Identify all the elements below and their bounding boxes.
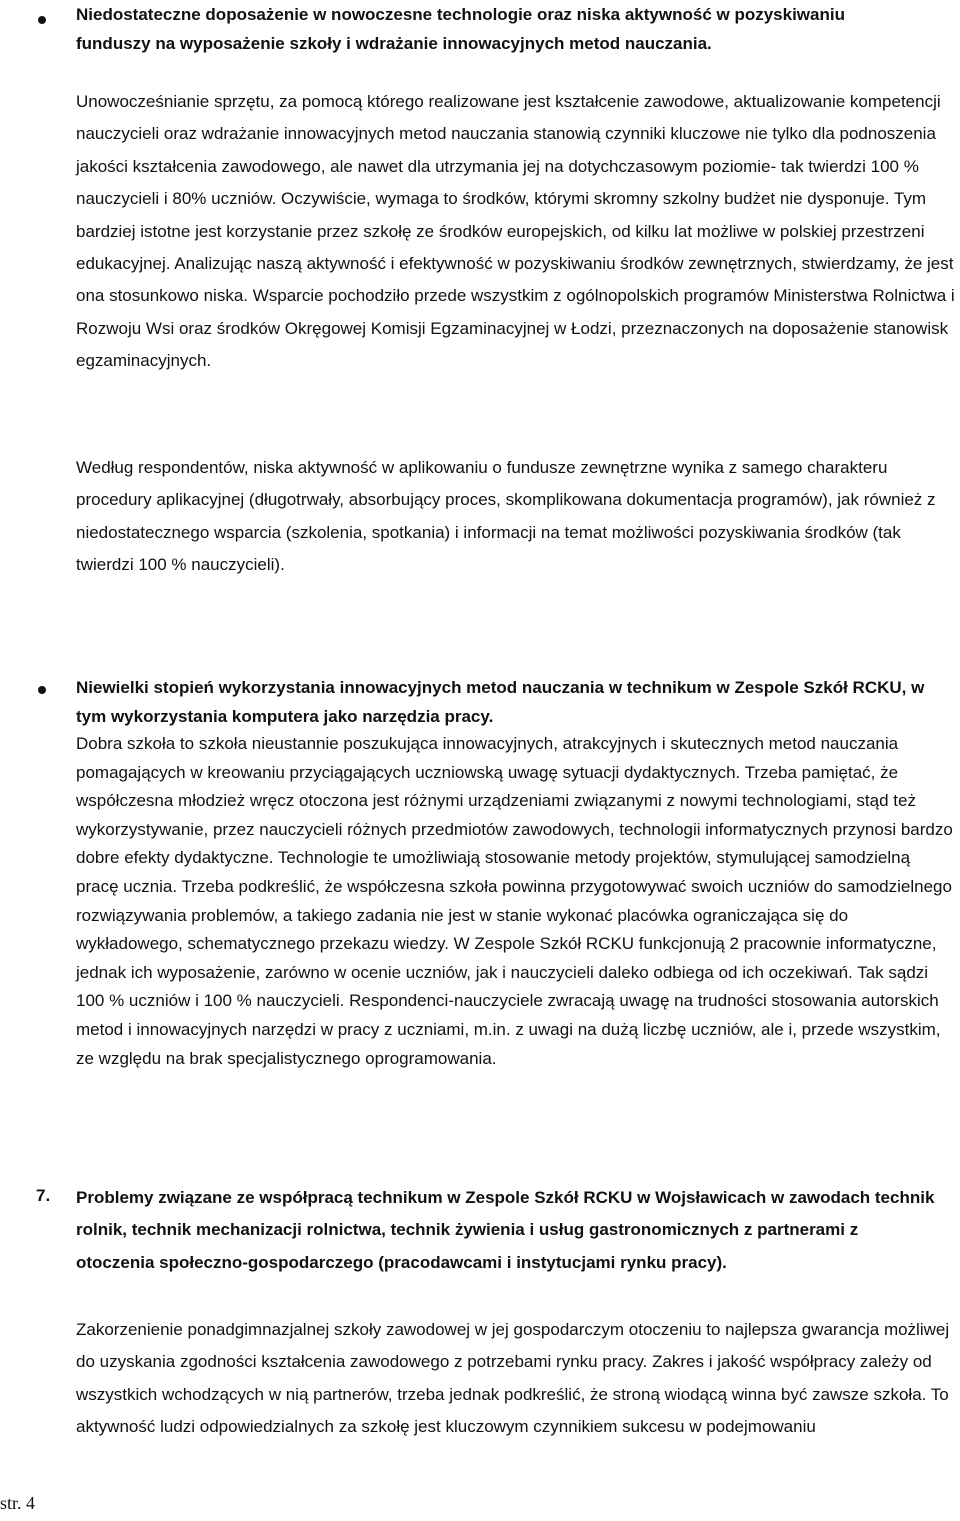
bullet-icon xyxy=(38,686,46,694)
bullet-icon xyxy=(38,16,46,24)
section-heading: Niedostateczne doposażenie w nowoczesne technologie oraz niska aktywność w pozyskiwaniu funduszy na wyposażenie szkoły i wdrażanie innowacyjnych metod nauczania. xyxy=(76,5,845,53)
section-number: 7. xyxy=(36,1186,51,1205)
section-body: Dobra szkoła to szkoła nieustannie poszukująca innowacyjnych, atrakcyjnych i skutecznych metod nauczania pomagających w kreowaniu przyciągających uczniowską uwagę sytuacji dydaktycznych. Trzeba pamiętać, że współczesna młodzież wręcz otoczona jest różnymi urządzeniami związanymi z nowymi technologiami, stąd też wykorzystywanie, przez nauczycieli różnych przedmiotów zawodowych, technologii informatycznych przynosi bardzo dobre efekty dydaktyczne. Technologie te umożliwiają stosowanie metody projektów, stymulującej samodzielną pracę ucznia. Trzeba podkreślić, że współczesna szkoła powinna przygotowywać swoich uczniów do samodzielnego rozwiązywania problemów, a takiego zadania nie jest w stanie wykonać placówka ograniczająca się do wykładowego, schematycznego przekazu wiedzy. W Zespole Szkół RCKU funkcjonują 2 pracownie informatyczne, jednak ich wyposażenie, zarówno w ocenie uczniów, jak i nauczycieli daleko odbiega od ich oczekiwań. Tak sądzi 100 % uczniów i 100 % nauczycieli. Respondenci-nauczyciele zwracają uwagę na trudności stosowania autorskich metod i innowacyjnych narzędzi w pracy z uczniami, m.in. z uwagi na dużą liczbę uczniów, ale i, przede wszystkim, ze względu na brak specjalistycznego oprogramowania. xyxy=(76,734,953,1068)
section-body: Zakorzenienie ponadgimnazjalnej szkoły zawodowej w jej gospodarczym otoczeniu to najlepsza gwarancja możliwej do uzyskania zgodności kształcenia zawodowego z potrzebami rynku pracy. Zakres i jakość współpracy zależy od wszystkich wchodzących w nią partnerów, trzeba jednak podkreślić, że stroną wiodącą winna być zawsze szkoła. To aktywność ludzi odpowiedzialnych za szkołę jest kluczowym czynnikiem sukcesu w podejmowaniu xyxy=(76,1320,950,1437)
page-number: str. 4 xyxy=(0,1493,36,1513)
section-heading: Niewielki stopień wykorzystania innowacyjnych metod nauczania w technikum w Zespole Szkół RCKU, w tym wykorzystania komputera jako narzędzia pracy. xyxy=(76,678,925,726)
section-body: Unowocześnianie sprzętu, za pomocą którego realizowane jest kształcenie zawodowe, aktualizowanie kompetencji nauczycieli oraz wdrażanie innowacyjnych metod nauczania stanowią czynniki kluczowe nie tylko dla podnoszenia jakości kształcenia zawodowego, ale nawet dla utrzymania jej na dotychczasowym poziomie- tak twierdzi 100 % nauczycieli i 80% uczniów. Oczywiście, wymaga to środków, którymi skromny szkolny budżet nie dysponuje. Tym bardziej istotne jest korzystanie przez szkołę ze środków europejskich, od kilku lat możliwe w polskiej przestrzeni edukacyjnej. Analizując naszą aktywność i efektywność w pozyskiwaniu środków zewnętrznych, stwierdzamy, że jest ona stosunkowo niska. Wsparcie pochodziło przede wszystkim z ogólnopolskich programów Ministerstwa Rolnictwa i Rozwoju Wsi oraz środków Okręgowej Komisji Egzaminacyjnej w Łodzi, przeznaczonych na doposażenie stanowisk egzaminacyjnych. xyxy=(76,92,955,371)
section-body-continued: Według respondentów, niska aktywność w aplikowaniu o fundusze zewnętrzne wynika z samego charakteru procedury aplikacyjnej (długotrwały, absorbujący proces, skomplikowana dokumentacja programów), jak również z niedostatecznego wsparcia (szkolenia, spotkania) i informacji na temat możliwości pozyskiwania środków (tak twierdzi 100 % nauczycieli). xyxy=(76,458,936,575)
section-heading: Problemy związane ze współpracą technikum w Zespole Szkół RCKU w Wojsławicach w zawodach technik rolnik, technik mechanizacji rolnictwa, technik żywienia i usług gastronomicznych z partnerami z otoczenia społeczno-gospodarczego (pracodawcami i instytucjami rynku pracy). xyxy=(76,1188,935,1272)
